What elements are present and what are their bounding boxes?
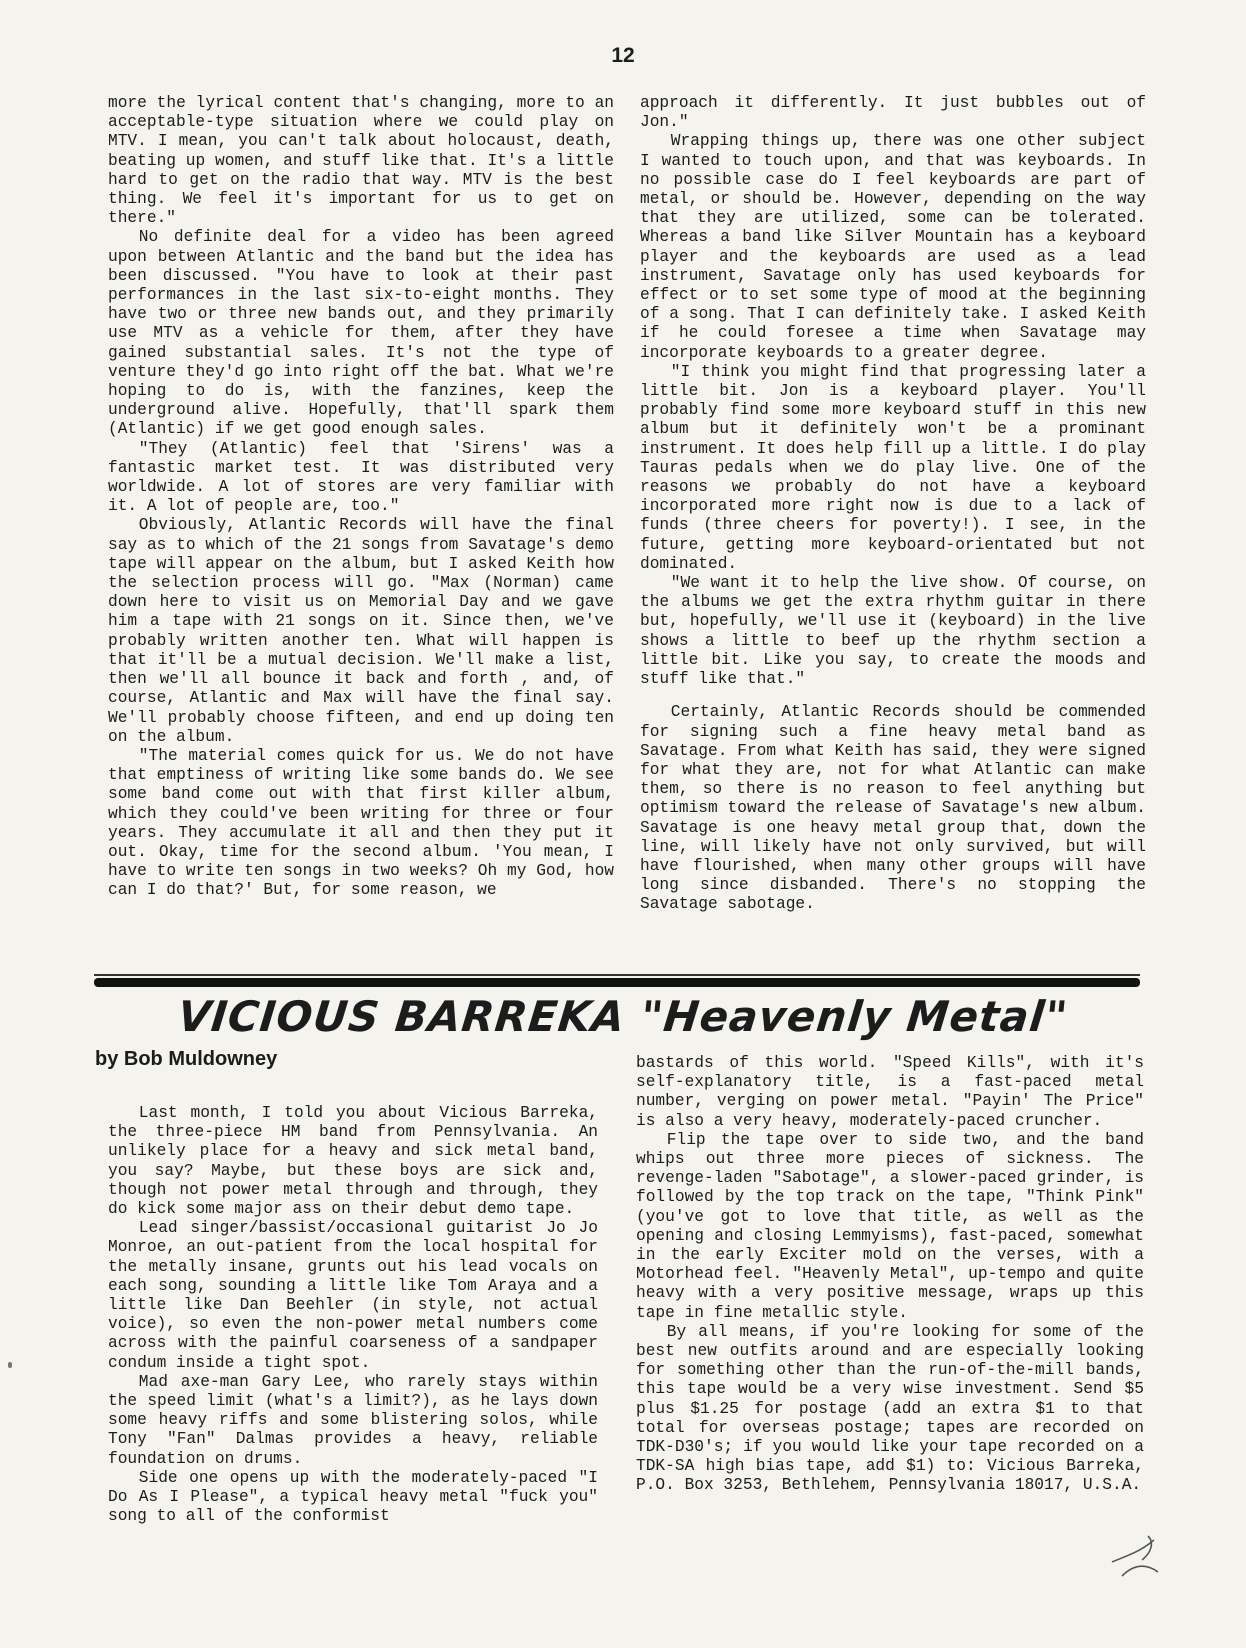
paragraph: Certainly, Atlantic Records should be commended for signing such a fine heavy metal band as Savatage. From what Keith has said, they were signed for what they are, not for what Atlantic can make them, so there is no reason to feel anything but optimism toward the release of Savatage's new album. Savatage is one heavy metal group that, down the line, will likely have not only survived, but will have flourished, when many other groups will have long since disbanded. There's no stopping the Savatage sabotage.	[640, 703, 1146, 914]
article-one-left-column	[108, 94, 614, 978]
paragraph: Mad axe-man Gary Lee, who rarely stays within the speed limit (what's a limit?), as he lays down some heavy riffs and some blistering solos, while Tony "Fan" Dalmas provides a heavy, reliable foundation on drums.	[108, 1372, 598, 1468]
handwritten-mark	[1092, 1532, 1162, 1578]
page-number: 12	[611, 44, 635, 67]
paragraph: No definite deal for a video has been agreed upon between Atlantic and the band but the idea has been discussed. "You have to look at their past performances in the last six-to-eight months. They have two or three new bands out, and they primarily use MTV as a vehicle for them, after they have gained substantial sales. It's not the type of venture they'd go into right off the bat. What we're hoping to do is, with the fanzines, keep the underground alive. Hopefully, that'll spark them (Atlantic) if we get good enough sales.	[108, 228, 614, 439]
article-byline: by Bob Muldowney	[95, 1048, 278, 1070]
article-two-left-column	[108, 1104, 598, 1578]
paragraph: Lead singer/bassist/occasional guitarist Jo Jo Monroe, an out-patient from the local hospital for the metally insane, grunts out his lead vocals on each song, sounding a little like Tom Araya and a little like Dan Beehler (in style, not actual voice), so even the non-power metal numbers come across with the painful coarseness of a sandpaper condum inside a tight spot.	[108, 1219, 598, 1372]
paragraph: approach it differently. It just bubbles out of Jon."	[640, 94, 1146, 132]
paragraph: "We want it to help the live show. Of course, on the albums we get the extra rhythm guitar in there but, hopefully, we'll use it (keyboard) in the live shows a little to beef up the rhythm section a little bit. Like you say, to create the moods and stuff like that."	[640, 574, 1146, 689]
paragraph: Obviously, Atlantic Records will have the final say as to which of the 21 songs from Savatage's demo tape will appear on the album, but I asked Keith how the selection process will go. "Max (Norman) came down here to visit us on Memorial Day and we gave him a tape with 21 songs on it. Since then, we've probably written another ten. What will happen is that it'll be a mutual decision. We'll make a list, then we'll all bounce it back and forth , and, of course, Atlantic and Max will have the final say. We'll probably choose fifteen, and end up doing ten on the album.	[108, 516, 614, 746]
paragraph: "They (Atlantic) feel that 'Sirens' was a fantastic market test. It was distributed very worldwide. A lot of stores are very familiar with it. A lot of people are, too."	[108, 439, 614, 516]
paragraph: Last month, I told you about Vicious Barreka, the three-piece HM band from Pennsylvania. An unlikely place for a heavy and sick metal band, you say? Maybe, but these boys are sick and, though not power metal through and through, they do kick some major ass on their debut demo tape.	[108, 1104, 598, 1219]
section-divider-line	[94, 974, 1140, 976]
article-one-right-column	[640, 94, 1146, 978]
paragraph: Flip the tape over to side two, and the band whips out three more pieces of sickness. The revenge-laden "Sabotage", a slower-paced grinder, is followed by the top track on the tape, "Think Pink" (you've got to love that title, as well as the opening and closing Lemmyisms), fast-paced, somewhat in the early Exciter mold on the verses, with a Motorhead feel. "Heavenly Metal", up-tempo and quite heavy with a very positive message, wraps up this tape in fine metallic style.	[636, 1130, 1144, 1322]
article-two-right-column	[636, 1054, 1144, 1578]
paragraph: more the lyrical content that's changing, more to an acceptable-type situation where we could play on MTV. I mean, you can't talk about holocaust, death, beating up women, and stuff like that. It's a little hard to get on the radio that way. MTV is the best thing. We feel it's important for us to get on there."	[108, 94, 614, 228]
paragraph: Wrapping things up, there was one other subject I wanted to touch upon, and that was keyboards. In no possible case do I feel keyboards are part of metal, or should be. However, depending on the way that they are utilized, some can be tolerated. Whereas a band like Silver Mountain has a keyboard player and the keyboards are used as a lead instrument, Savatage only has used keyboards for effect or to set some type of mood at the beginning of a song. That I can definitely take. I asked Keith if he could foresee a time when Savatage may incorporate keyboards to a greater degree.	[640, 132, 1146, 362]
paper-mark	[8, 1362, 12, 1368]
paragraph: bastards of this world. "Speed Kills", with it's self-explanatory title, is a fast-paced metal number, verging on power metal. "Payin' The Price" is also a very heavy, moderately-paced cruncher.	[636, 1054, 1144, 1130]
paragraph: "The material comes quick for us. We do not have that emptiness of writing like some bands do. We see some band come out with that first killer album, which they could've been writing for three or four years. They accumulate it all and then they put it out. Okay, time for the second album. 'You mean, I have to write ten songs in two weeks? Oh my God, how can I do that?' But, for some reason, we	[108, 746, 614, 900]
paragraph: By all means, if you're looking for some of the best new outfits around and are especially looking for something other than the run-of-the-mill bands, this tape would be a very wise investment. Send $5 plus $1.25 for postage (add an extra $1 to that total for overseas postage; tapes are recorded on TDK-D30's; if you would like your tape recorded on a TDK-SA high bias tape, add $1) to: Vicious Barreka, P.O. Box 3253, Bethlehem, Pennsylvania 18017, U.S.A.	[636, 1322, 1144, 1495]
section-divider	[94, 978, 1140, 987]
paragraph: Side one opens up with the moderately-paced "I Do As I Please", a typical heavy metal "fuck you" song to all of the conformist	[108, 1468, 598, 1526]
paragraph: "I think you might find that progressing later a little bit. Jon is a keyboard player. You'll probably find some more keyboard stuff in this new album but it definitely won't be a prominant instrument. It does help fill up a little. I do play Tauras pedals when we do play live. One of the reasons we probably do not have a keyboard incorporated more right now is due to a lack of funds (three cheers for poverty!). I see, in the future, getting more keyboard-orientated but not dominated.	[640, 362, 1146, 573]
article-headline: VICIOUS BARREKA "Heavenly Metal"	[175, 992, 1071, 1041]
